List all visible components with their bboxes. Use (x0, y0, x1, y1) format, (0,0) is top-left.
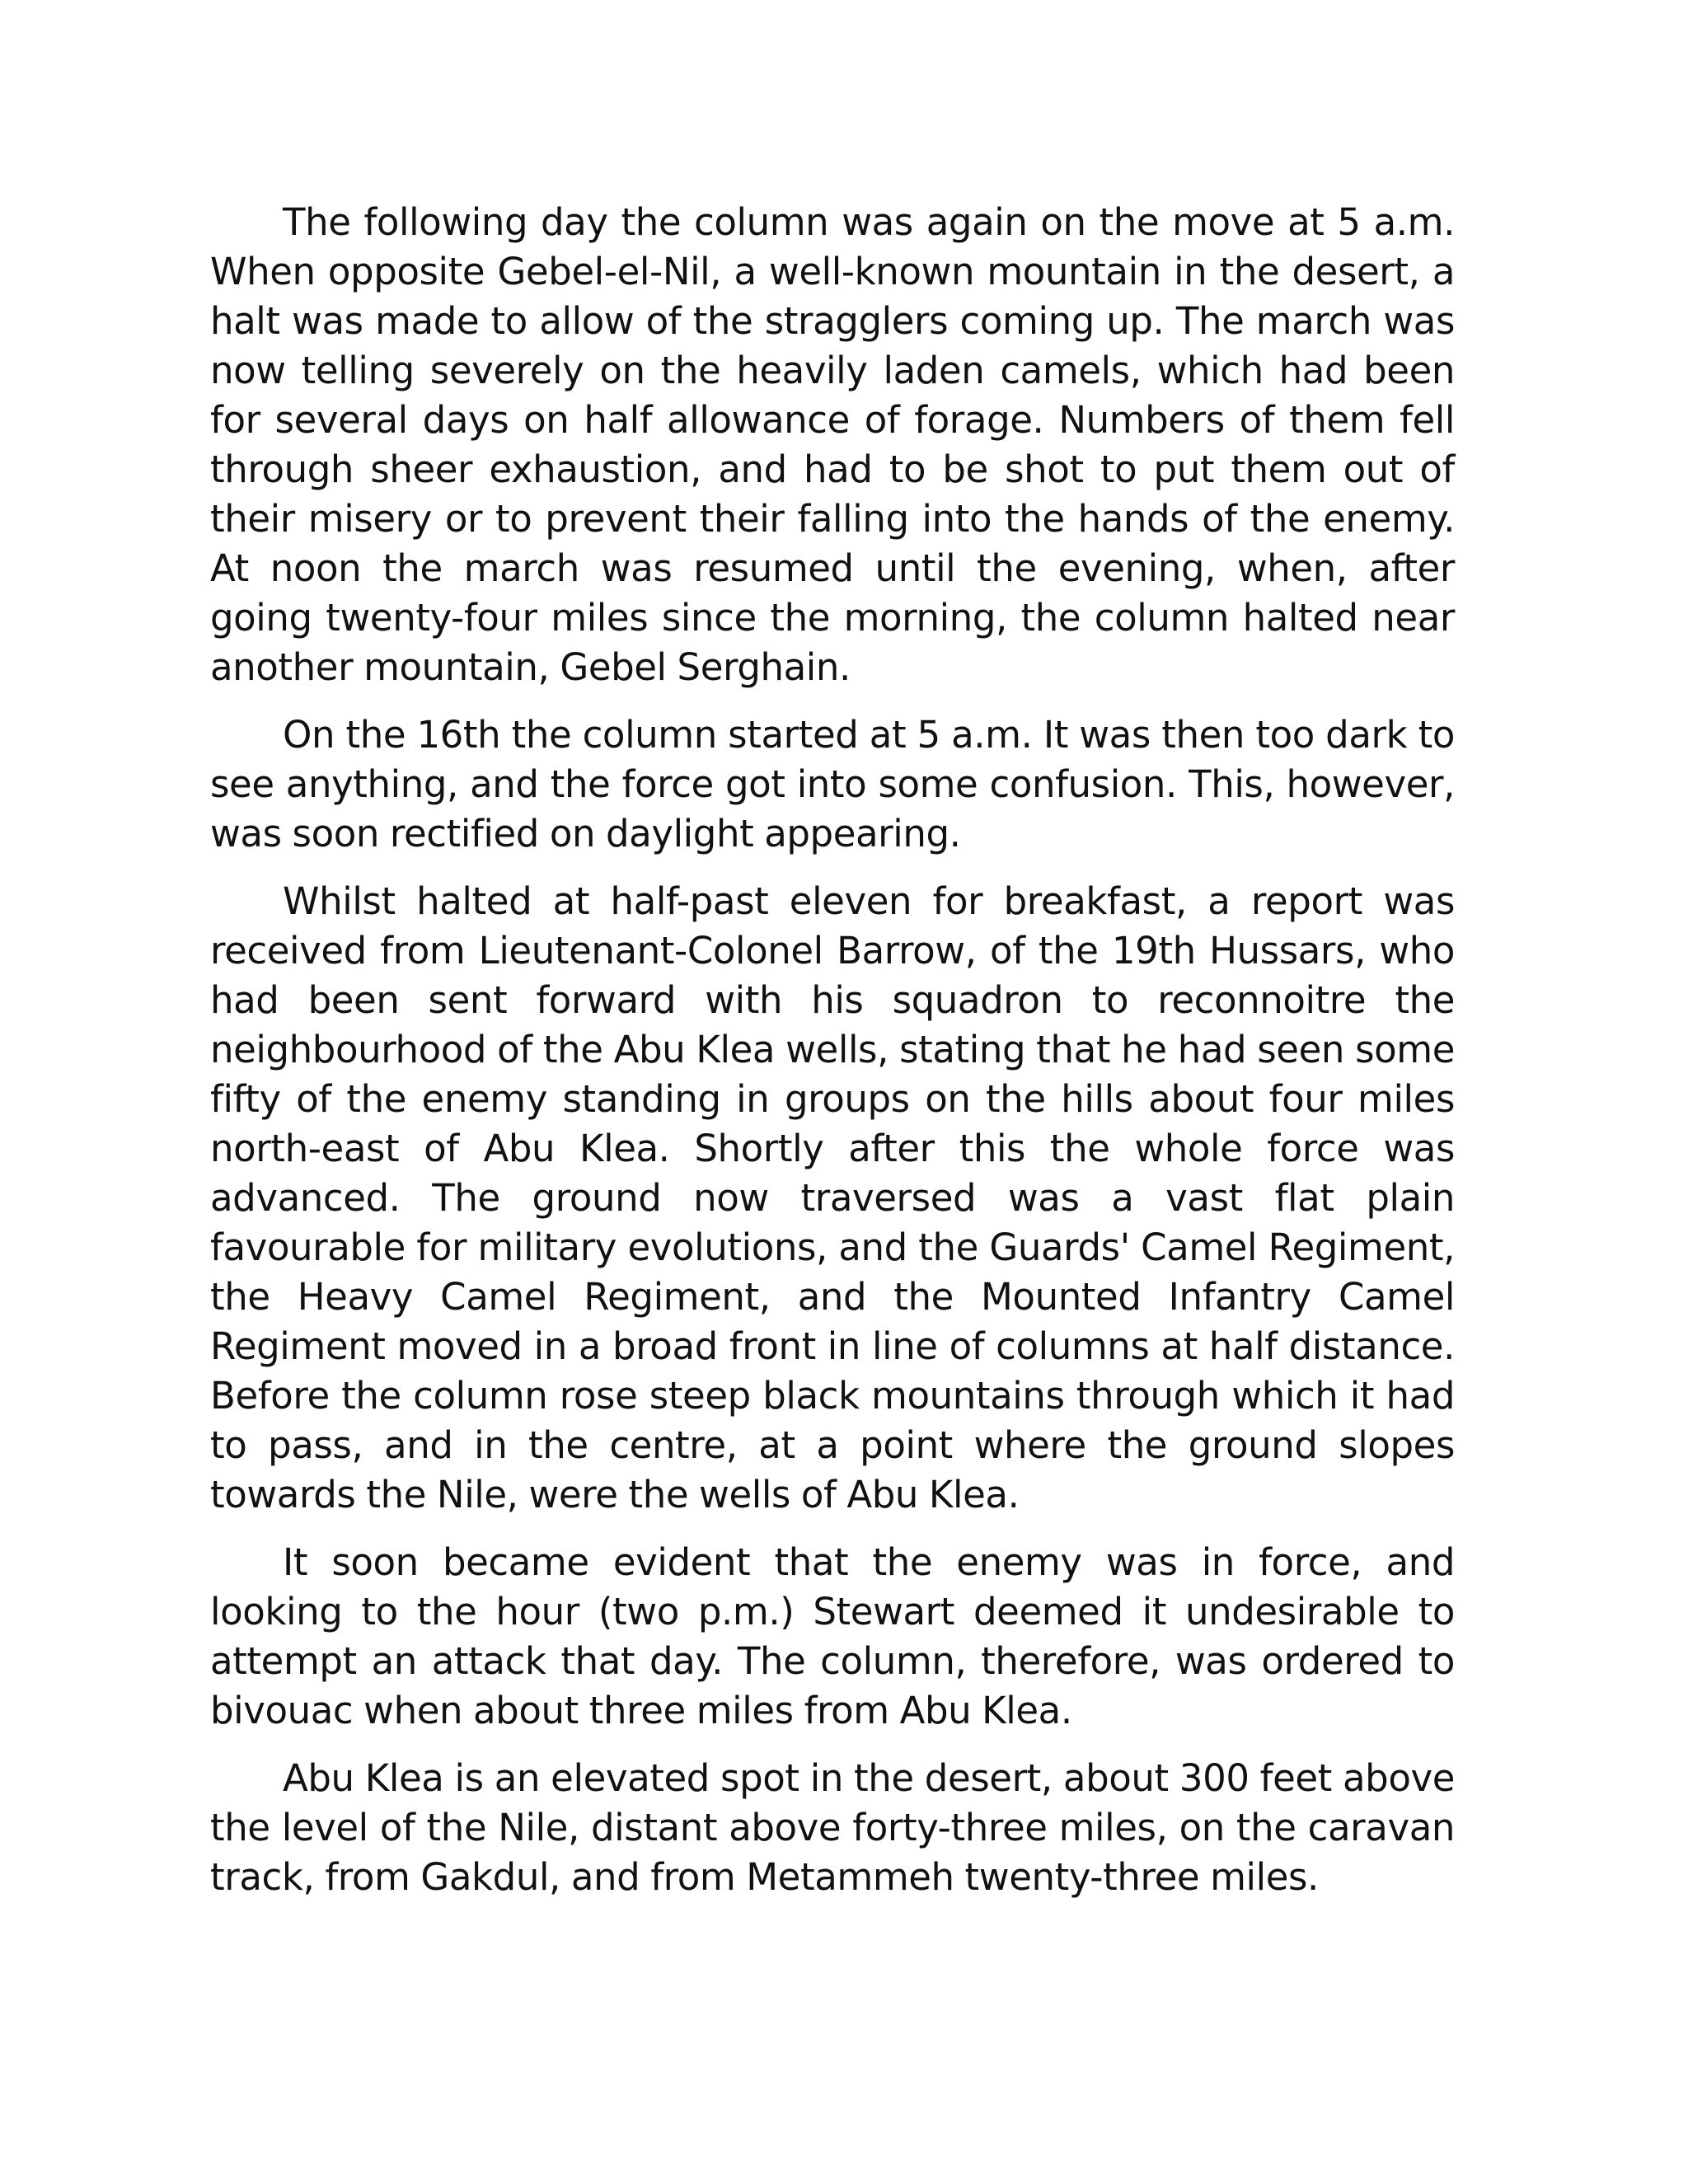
document-page (210, 198, 1455, 1920)
paragraph-5: Abu Klea is an elevated spot in the desert, about 300 feet above the level of the Nile, distant above forty-three miles, on the caravan track, from Gakdul, and from Metammeh twenty-three miles. (210, 1756, 1455, 1899)
paragraph-1: The following day the column was again on the move at 5 a.m. When opposite Gebel-el-Nil, a well-known mountain in the desert, a halt was made to allow of the stragglers coming up. The march was now telling severely on the heavily laden camels, which had been for several days on half allowance of forage. Numbers of them fell through sheer exhaustion, and had to be shot to put them out of their misery or to prevent their falling into the hands of the enemy. At noon the march was resumed until the evening, when, after going twenty-four miles since the morning, the column halted near another mountain, Gebel Serghain. (210, 200, 1455, 689)
paragraph-2: On the 16th the column started at 5 a.m. It was then too dark to see anything, and the force got into some confusion. This, however, was soon rectified on daylight appearing. (210, 713, 1455, 855)
paragraph-3: Whilst halted at half-past eleven for breakfast, a report was received from Lieutenant-Colonel Barrow, of the 19th Hussars, who had been sent forward with his squadron to reconnoitre the neighbourhood of the Abu Klea wells, stating that he had seen some fifty of the enemy standing in groups on the hills about four miles north-east of Abu Klea. Shortly after this the whole force was advanced. The ground now traversed was a vast flat plain favourable for military evolutions, and the Guards' Camel Regiment, the Heavy Camel Regiment, and the Mounted Infantry Camel Regiment moved in a broad front in line of columns at half distance. Before the column rose steep black mountains through which it had to pass, and in the centre, at a point where the ground slopes towards the Nile, were the wells of Abu Klea. (210, 879, 1455, 1516)
paragraph-4: It soon became evident that the enemy was in force, and looking to the hour (two p.m.) Stewart deemed it undesirable to attempt an attack that day. The column, therefore, was ordered to bivouac when about three miles from Abu Klea. (210, 1540, 1455, 1732)
